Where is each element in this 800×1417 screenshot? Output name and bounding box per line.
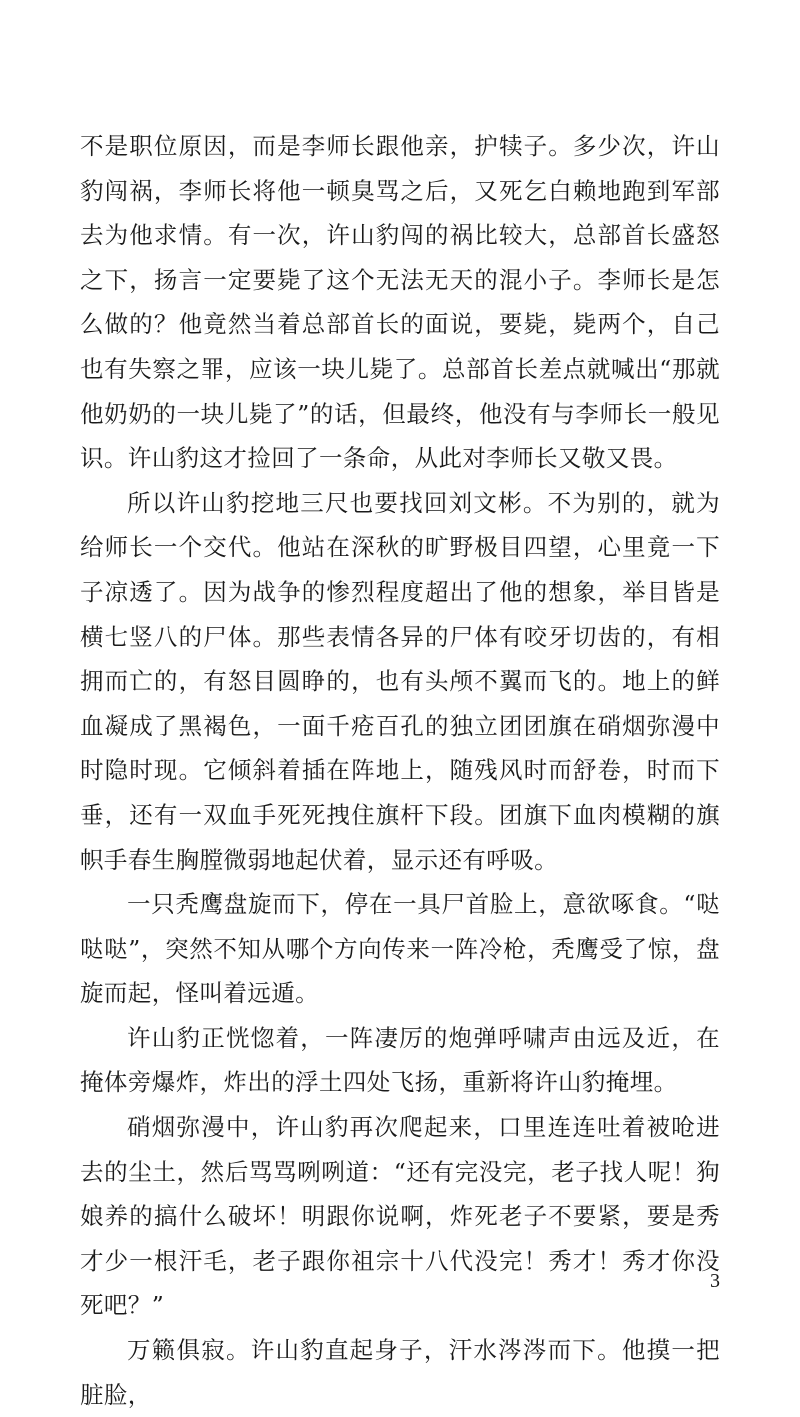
paragraph-2: 所以许山豹挖地三尺也要找回刘文彬。不为别的，就为给师长一个交代。他站在深秋的旷野极目四望，心里竟一下子凉透了。因为战争的惨烈程度超出了他的想象，举目皆是横七竖八的尸体。那些表情各异的尸体有咬牙切齿的，有相拥而亡的，有怒目圆睁的，也有头颅不翼而飞的。地上的鲜血凝成了黑褐色，一面千疮百孔的独立团团旗在硝烟弥漫中时隐时现。它倾斜着插在阵地上，随残风时而舒卷，时而下垂，还有一双血手死死拽住旗杆下段。团旗下血肉模糊的旗帜手春生胸膛微弱地起伏着，显示还有呼吸。 — [80, 488, 720, 874]
paragraph-5: 硝烟弥漫中，许山豹再次爬起来，口里连连吐着被呛进去的尘土，然后骂骂咧咧道：“还有完没完，老子找人呢！狗娘养的搞什么破坏！明跟你说啊，炸死老子不要紧，要是秀才少一根汗毛，老子跟你祖宗十八代没完！秀才！秀才你没死吧？” — [80, 1113, 720, 1320]
paragraph-1: 不是职位原因，而是李师长跟他亲，护犊子。多少次，许山豹闯祸，李师长将他一顿臭骂之后，又死乞白赖地跑到军部去为他求情。有一次，许山豹闯的祸比较大，总部首长盛怒之下，扬言一定要毙了这个无法无天的混小子。李师长是怎么做的？他竟然当着总部首长的面说，要毙，毙两个，自己也有失察之罪，应该一块儿毙了。总部首长差点就喊出“那就他奶奶的一块儿毙了”的话，但最终，他没有与李师长一般见识。许山豹这才捡回了一条命，从此对李师长又敬又畏。 — [80, 132, 720, 473]
paragraph-4: 许山豹正恍惚着，一阵凄厉的炮弹呼啸声由远及近，在掩体旁爆炸，炸出的浮土四处飞扬，重新将许山豹掩埋。 — [80, 1023, 720, 1097]
page-number: 3 — [710, 1270, 720, 1292]
body-text — [80, 124, 720, 1417]
paragraph-6: 万籁俱寂。许山豹直起身子，汗水涔涔而下。他摸一把脏脸， — [80, 1336, 720, 1409]
paragraph-3: 一只秃鹰盘旋而下，停在一具尸首脸上，意欲啄食。“哒哒哒”，突然不知从哪个方向传来一阵冷枪，秃鹰受了惊，盘旋而起，怪叫着远遁。 — [80, 890, 720, 1008]
